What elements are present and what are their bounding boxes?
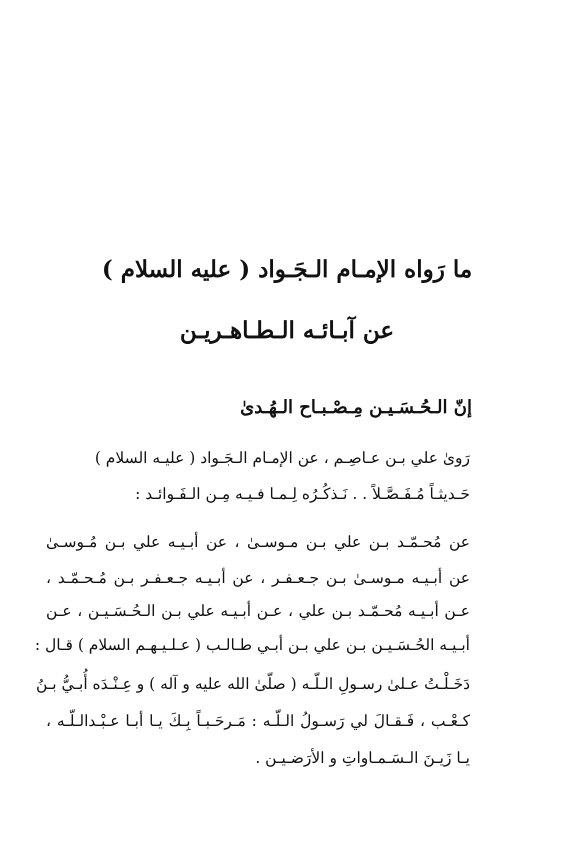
chapter-title-line-2: عن آبـائـه الـطـاهـريـن xyxy=(179,317,395,344)
paragraph-1-line-1: رَوىٰ علي بـن عـاصِـم ، عن الإمـام الـجَـواد ( عليـه السلام ) xyxy=(94,449,470,467)
paragraph-2-line-5: دَخَـلْـتُ عـلىٰ رسـولِ الـلّـه ( صلّىٰ الله عليه و آله ) و عِـنْـدَه أُبـيُّ بـنُ xyxy=(35,675,470,693)
paragraph-2-line-1: عن مُحـمّـد بـن علي بـن مـوسـىٰ ، عن أبـيـه علي بـن مُـوسـىٰ xyxy=(46,533,470,551)
section-heading: إنّ الـحُـسَـيـن مِـصْـبـاح الـهُـدىٰ xyxy=(240,397,472,418)
paragraph-2-line-7: يـا زَيـنَ الـسَـمـاواتِ و الأرَضـيـن . xyxy=(255,749,470,767)
paragraph-1-line-2: حَـديثـاً مُـفَـصَّـلاً . . نَـذكُـرُه لِـمـا فـيـه مِـن الـفَـوائـد : xyxy=(135,485,470,503)
paragraph-2-line-6: كـعْـب ، فَـقـالَ لي رَسـولُ الـلّـه : مَـرحَـبـاً بِـكَ يـا أبـا عـبْـدالـلّـه ، xyxy=(46,712,470,730)
paragraph-2-line-2: عن أبـيـه مـوسـىٰ بـن جـعـفـر ، عن أبـيـه جـعـفـر بـن مُـحـمّـد ، xyxy=(46,569,470,587)
chapter-title-line-1: ما رَواه الإمـام الـجَـواد ( عليه السلام ) xyxy=(101,256,473,283)
paragraph-2-line-3: عـن أبـيـه مُحـمّـد بـن علي ، عـن أبـيـه علي بـن الـحُـسَـيـن ، عـن xyxy=(46,602,470,620)
paragraph-2-line-4: أبـيـه الحُـسَـيـن بـن علي بـن أبـي طـالـب ( عـلـيـهـم السلام ) قـال : xyxy=(34,636,470,654)
